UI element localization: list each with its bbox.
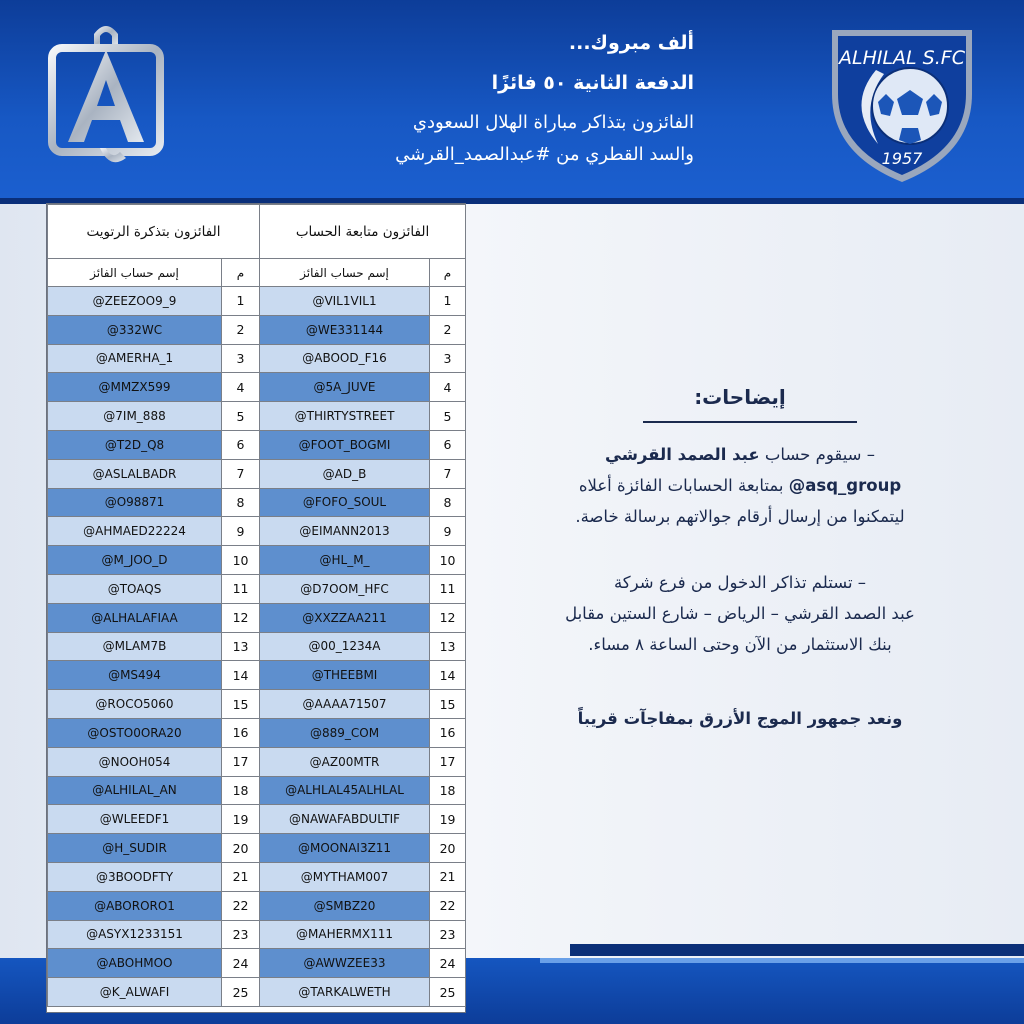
- col-name-header: إسم حساب الفائز: [48, 259, 222, 287]
- table-row: [48, 920, 466, 949]
- retweet-winner-handle: @MMZX599: [48, 373, 222, 402]
- headline-match: الفائزون بتذاكر مباراة الهلال السعودي: [412, 112, 694, 133]
- table-row: [48, 287, 466, 316]
- retweet-winner-handle: @WLEEDF1: [48, 805, 222, 834]
- row-number: 5: [222, 402, 260, 431]
- header-follow-winners: الفائزون متابعة الحساب: [260, 205, 466, 259]
- retweet-winner-handle: @TOAQS: [48, 574, 222, 603]
- follow-winner-handle: @NAWAFABDULTIF: [260, 805, 430, 834]
- table-row: [48, 949, 466, 978]
- crest-year: 1957: [881, 149, 923, 168]
- headline-hashtag: والسد القطري من #عبدالصمد_القرشي: [395, 144, 694, 165]
- row-number: 8: [222, 488, 260, 517]
- table-row: [48, 776, 466, 805]
- row-number: 7: [222, 459, 260, 488]
- note-promise: ونعد جمهور الموج الأزرق بمفاجآت قريباً: [577, 709, 903, 728]
- retweet-winner-handle: @AMERHA_1: [48, 344, 222, 373]
- follow-winner-handle: @ABOOD_F16: [260, 344, 430, 373]
- row-number: 21: [430, 862, 466, 891]
- row-number: 14: [222, 661, 260, 690]
- row-number: 11: [222, 574, 260, 603]
- row-number: 13: [222, 632, 260, 661]
- row-number: 11: [430, 574, 466, 603]
- footer-stripe: [570, 944, 1024, 956]
- retweet-winner-handle: @ASLALBADR: [48, 459, 222, 488]
- follow-winner-handle: @00_1234A: [260, 632, 430, 661]
- retweet-winner-handle: @3BOODFTY: [48, 862, 222, 891]
- table-row: [48, 891, 466, 920]
- col-num-header: م: [222, 259, 260, 287]
- follow-winner-handle: @TARKALWETH: [260, 978, 430, 1007]
- retweet-winner-handle: @7IM_888: [48, 402, 222, 431]
- winners-table: [46, 203, 466, 1013]
- retweet-winner-handle: @ROCO5060: [48, 690, 222, 719]
- note-pickup-line3: بنك الاستثمار من الآن وحتى الساعة ٨ مساء.: [588, 635, 892, 654]
- follow-winner-handle: @AWWZEE33: [260, 949, 430, 978]
- follow-winner-handle: @MYTHAM007: [260, 862, 430, 891]
- row-number: 3: [430, 344, 466, 373]
- table-row: [48, 661, 466, 690]
- row-number: 16: [222, 718, 260, 747]
- retweet-winner-handle: @ALHALAFIAA: [48, 603, 222, 632]
- retweet-winner-handle: @332WC: [48, 315, 222, 344]
- row-number: 20: [222, 834, 260, 863]
- note-follow: [500, 439, 980, 532]
- table-row: [48, 862, 466, 891]
- follow-winner-handle: @EIMANN2013: [260, 517, 430, 546]
- row-number: 9: [222, 517, 260, 546]
- table-row: [48, 747, 466, 776]
- table-row: [48, 430, 466, 459]
- note-follow-text: بمتابعة الحسابات الفائزة أعلاه: [578, 476, 789, 495]
- follow-winner-handle: @THIRTYSTREET: [260, 402, 430, 431]
- col-num-header: م: [430, 259, 466, 287]
- row-number: 15: [222, 690, 260, 719]
- retweet-winner-handle: @ZEEZOO9_9: [48, 287, 222, 316]
- row-number: 25: [222, 978, 260, 1007]
- follow-winner-handle: @XXZZAA211: [260, 603, 430, 632]
- follow-winner-handle: @WE331144: [260, 315, 430, 344]
- row-number: 1: [222, 287, 260, 316]
- retweet-winner-handle: @AHMAED22224: [48, 517, 222, 546]
- follow-winner-handle: @HL_M_: [260, 546, 430, 575]
- table-row: [48, 690, 466, 719]
- retweet-winner-handle: @MLAM7B: [48, 632, 222, 661]
- notes-title-underline: [643, 421, 857, 423]
- retweet-winner-handle: @T2D_Q8: [48, 430, 222, 459]
- row-number: 21: [222, 862, 260, 891]
- note-follow-intro: – سيقوم حساب: [759, 445, 875, 464]
- row-number: 22: [222, 891, 260, 920]
- notes-title: إيضاحات:: [694, 385, 786, 409]
- sponsor-logo: [48, 20, 164, 180]
- row-number: 18: [430, 776, 466, 805]
- row-number: 5: [430, 402, 466, 431]
- note-pickup-line1: – تستلم تذاكر الدخول من فرع شركة: [613, 573, 867, 592]
- table-row: [48, 344, 466, 373]
- crest-club-name: ALHILAL S.FC: [839, 47, 965, 69]
- retweet-winner-handle: @ABORORO1: [48, 891, 222, 920]
- follow-winner-handle: @SMBZ20: [260, 891, 430, 920]
- row-number: 25: [430, 978, 466, 1007]
- row-number: 1: [430, 287, 466, 316]
- row-number: 2: [430, 315, 466, 344]
- table-row: [48, 517, 466, 546]
- table-row: [48, 574, 466, 603]
- row-number: 16: [430, 718, 466, 747]
- row-number: 6: [430, 430, 466, 459]
- follow-winner-handle: @THEEBMI: [260, 661, 430, 690]
- retweet-winner-handle: @O98871: [48, 488, 222, 517]
- row-number: 15: [430, 690, 466, 719]
- table-row: [48, 603, 466, 632]
- retweet-winner-handle: @M_JOO_D: [48, 546, 222, 575]
- row-number: 23: [222, 920, 260, 949]
- follow-winner-handle: @5A_JUVE: [260, 373, 430, 402]
- row-number: 2: [222, 315, 260, 344]
- row-number: 17: [430, 747, 466, 776]
- note-follow-account-name: عبد الصمد القرشي: [605, 445, 760, 464]
- follow-winner-handle: @MAHERMX111: [260, 920, 430, 949]
- row-number: 24: [430, 949, 466, 978]
- row-number: 8: [430, 488, 466, 517]
- retweet-winner-handle: @ASYX1233151: [48, 920, 222, 949]
- table-row: [48, 632, 466, 661]
- note-pickup-line2: عبد الصمد القرشي – الرياض – شارع الستين مقابل: [565, 604, 915, 623]
- note-follow-handle: asq_group@: [788, 476, 902, 495]
- follow-winner-handle: @AZ00MTR: [260, 747, 430, 776]
- row-number: 13: [430, 632, 466, 661]
- row-number: 6: [222, 430, 260, 459]
- retweet-winner-handle: @NOOH054: [48, 747, 222, 776]
- col-name-header: إسم حساب الفائز: [260, 259, 430, 287]
- row-number: 10: [430, 546, 466, 575]
- row-number: 12: [430, 603, 466, 632]
- follow-winner-handle: @AAAA71507: [260, 690, 430, 719]
- follow-winner-handle: @ALHLAL45ALHLAL: [260, 776, 430, 805]
- follow-winner-handle: @AD_B: [260, 459, 430, 488]
- footer-accent-line: [540, 958, 1024, 963]
- row-number: 19: [222, 805, 260, 834]
- row-number: 23: [430, 920, 466, 949]
- row-number: 19: [430, 805, 466, 834]
- headline-congrats: ألف مبروك...: [568, 32, 694, 54]
- table-row: [48, 718, 466, 747]
- table-row: [48, 373, 466, 402]
- follow-winner-handle: @FOFO_SOUL: [260, 488, 430, 517]
- row-number: 12: [222, 603, 260, 632]
- retweet-winner-handle: @OSTO0ORA20: [48, 718, 222, 747]
- follow-winner-handle: @FOOT_BOGMI: [260, 430, 430, 459]
- row-number: 22: [430, 891, 466, 920]
- row-number: 20: [430, 834, 466, 863]
- club-crest-logo: [826, 24, 978, 186]
- row-number: 7: [430, 459, 466, 488]
- row-number: 18: [222, 776, 260, 805]
- header-retweet-winners: الفائزون بتذكرة الرتويت: [48, 205, 260, 259]
- note-follow-text2: ليتمكنوا من إرسال أرقام جوالاتهم برسالة خاصة.: [575, 507, 905, 526]
- row-number: 3: [222, 344, 260, 373]
- follow-winner-handle: @D7OOM_HFC: [260, 574, 430, 603]
- headline-batch: الدفعة الثانية ٥٠ فائزًا: [491, 72, 694, 94]
- row-number: 4: [430, 373, 466, 402]
- retweet-winner-handle: @ABOHMOO: [48, 949, 222, 978]
- table-row: [48, 805, 466, 834]
- table-row: [48, 402, 466, 431]
- table-row: [48, 488, 466, 517]
- row-number: 24: [222, 949, 260, 978]
- retweet-winner-handle: @ALHILAL_AN: [48, 776, 222, 805]
- retweet-winner-handle: @K_ALWAFI: [48, 978, 222, 1007]
- note-pickup: [500, 567, 980, 660]
- row-number: 14: [430, 661, 466, 690]
- table-row: [48, 978, 466, 1007]
- row-number: 10: [222, 546, 260, 575]
- row-number: 9: [430, 517, 466, 546]
- retweet-winner-handle: @H_SUDIR: [48, 834, 222, 863]
- table-row: [48, 315, 466, 344]
- table-row: [48, 546, 466, 575]
- follow-winner-handle: @889_COM: [260, 718, 430, 747]
- retweet-winner-handle: @MS494: [48, 661, 222, 690]
- follow-winner-handle: @MOONAI3Z11: [260, 834, 430, 863]
- row-number: 17: [222, 747, 260, 776]
- follow-winner-handle: @VIL1VIL1: [260, 287, 430, 316]
- table-row: [48, 459, 466, 488]
- table-row: [48, 834, 466, 863]
- row-number: 4: [222, 373, 260, 402]
